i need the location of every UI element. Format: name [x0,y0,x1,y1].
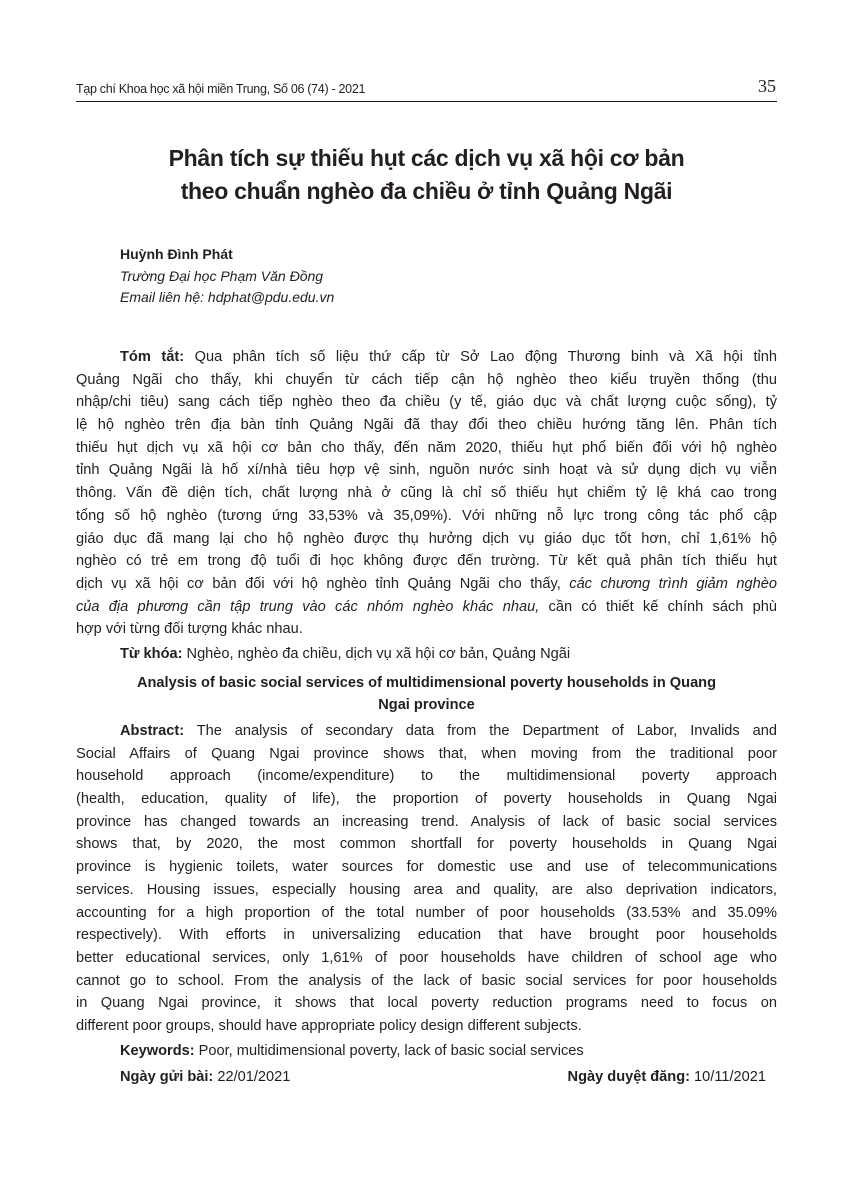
keywords-text: Nghèo, nghèo đa chiều, dịch vụ xã hội cơ bản, Quảng Ngãi [182,646,571,662]
keywords-label: Từ khóa: [120,646,183,662]
author-email: Email liên hệ: hdphat@pdu.edu.vn [120,289,335,305]
english-title-line: Analysis of basic social services of multidimensional poverty households in Quang [136,675,717,691]
text-segment: nhập/chi tiêu) sang cách tiếp nghèo theo đa chiều (y tế, giáo dục và chất lượng cuộc sống), tỷ [76,394,777,411]
section-label: Tóm tắt: [120,349,185,365]
text-line [76,346,777,369]
text-segment: shows that, by 2020, the most common shortfall for poverty households in Quang Ngai [76,836,777,853]
text-segment: dịch vụ xã hội cơ bản đối với hộ nghèo tỉnh Quảng Ngãi cho thấy, [76,575,570,592]
author-affiliation: Trường Đại học Phạm Văn Đồng [120,267,324,284]
title-line: Phân tích sự thiếu hụt các dịch vụ xã hội cơ bản [168,145,685,171]
text-line [76,596,777,619]
text-segment: các chương trình giảm nghèo [569,575,778,592]
text-segment: thiếu hụt dịch vụ xã hội cơ bản cho thấy, đến năm 2020, thiếu hụt phổ biến đối với hộ nghèo [76,439,777,456]
text-segment: province is hygienic toilets, water sources for domestic use and use of telecommunications [76,859,777,876]
text-line [76,414,777,437]
text-line [76,924,777,947]
text-line [76,992,777,1015]
text-line [76,833,777,856]
text-line [76,970,777,993]
date-submitted [120,1069,290,1085]
text-segment: Quảng Ngãi cho thấy, khi chuyển từ cách tiếp cận hộ nghèo theo kiểu truyền thống (thu [76,371,777,388]
text-line [76,856,777,879]
text-line [76,1015,777,1038]
date-approved [568,1069,766,1085]
keywords-text: Poor, multidimensional poverty, lack of basic social services [194,1043,584,1059]
text-segment: lệ hộ nghèo trên địa bàn tỉnh Quảng Ngãi đã thay đổi theo chiều hướng tăng lên. Phân tích [76,417,777,434]
text-line [76,482,777,505]
text-line [76,788,777,811]
text-segment: accounting for a high proportion of the total number of poor households (33.53% and 35.09% [76,904,777,921]
text-line [76,459,777,482]
abstract-english [76,720,777,1038]
text-line [76,947,777,970]
article-title [76,142,777,208]
text-line [76,720,777,743]
text-line [76,505,777,528]
text-segment: Social Affairs of Quang Ngai province shows that, when moving from the traditional poor [76,745,777,762]
text-segment: in Quang Ngai province, it shows that local poverty reduction programs need to focus on [76,995,777,1012]
date-submitted-value: 22/01/2021 [213,1069,291,1085]
abstract-vietnamese [76,346,777,641]
keywords-vietnamese [120,646,570,662]
text-line [76,550,777,573]
text-line [76,391,777,414]
running-header: Tạp chí Khoa học xã hội miền Trung, Số 06 (74) - 2021 [76,82,366,96]
text-line [76,573,777,596]
text-segment: hợp với từng đối tượng khác nhau. [76,621,303,638]
author-block [120,244,334,309]
text-segment: tổng số hộ nghèo (tương ứng 33,53% và 35,09%). Với những nỗ lực trong công tác phổ cập [76,507,777,524]
text-line [76,879,777,902]
text-line [76,811,777,834]
text-line [76,618,777,641]
text-segment: services. Housing issues, especially housing area and quality, are also deprivation indicators, [76,881,777,898]
english-title [76,672,777,716]
date-approved-label: Ngày duyệt đăng: [567,1069,690,1085]
text-segment: Qua phân tích số liệu thứ cấp từ Sở Lao động Thương binh và Xã hội tỉnh [184,349,777,365]
text-segment: giáo dục đã mang lại cho hộ nghèo được thụ hưởng dịch vụ giáo dục tốt hơn, chỉ 1,61% hộ [76,530,777,547]
text-segment: (health, education, quality of life), the proportion of poverty households in Quang Ngai [76,791,777,808]
keywords-label: Keywords: [120,1043,195,1059]
keywords-english [120,1043,584,1059]
section-label: Abstract: [120,723,185,739]
page-number: 35 [758,76,776,96]
text-line [76,902,777,925]
title-line: theo chuẩn nghèo đa chiều ở tỉnh Quảng Ngãi [180,178,673,204]
text-segment: different poor groups, should have appropriate policy design different subjects. [76,1017,582,1034]
text-segment: thông. Vấn đề diện tích, chất lượng nhà ở cũng là chỉ số thiếu hụt chiếm tỷ lệ khá cao trong [76,485,777,502]
text-segment: province has changed towards an increasing trend. Analysis of lack of basic social services [76,813,777,830]
text-segment: cannot go to school. From the analysis of the lack of basic social services for poor households [76,972,777,989]
english-title-line: Ngai province [378,697,475,713]
text-segment: respectively). With efforts in universalizing education that have brought poor households [76,927,777,944]
date-submitted-label: Ngày gửi bài: [120,1069,214,1085]
header-rule [76,101,777,102]
text-segment: household approach (income/expenditure) to the multidimensional poverty approach [76,768,777,785]
text-segment: The analysis of secondary data from the Department of Labor, Invalids and [184,723,777,739]
text-line [76,743,777,766]
text-segment: tỉnh Quảng Ngãi là hố xí/nhà tiêu hợp vệ sinh, nguồn nước sinh hoạt và sử dụng dịch vụ viễn [76,462,777,479]
text-line [76,765,777,788]
text-segment: của địa phương cần tập trung vào các nhóm nghèo khác nhau, [76,598,540,615]
text-segment: cần có thiết kế chính sách phù [539,598,777,615]
text-segment: better educational services, only 1,61% of poor households have children of school age who [76,949,777,966]
text-line [76,437,777,460]
author-name: Huỳnh Đình Phát [120,246,233,262]
date-approved-value: 10/11/2021 [689,1069,766,1085]
text-line [76,528,777,551]
text-segment: nghèo có trẻ em trong độ tuổi đi học không được đến trường. Từ kết quả phân tích thiếu hụt [76,553,777,570]
text-line [76,369,777,392]
